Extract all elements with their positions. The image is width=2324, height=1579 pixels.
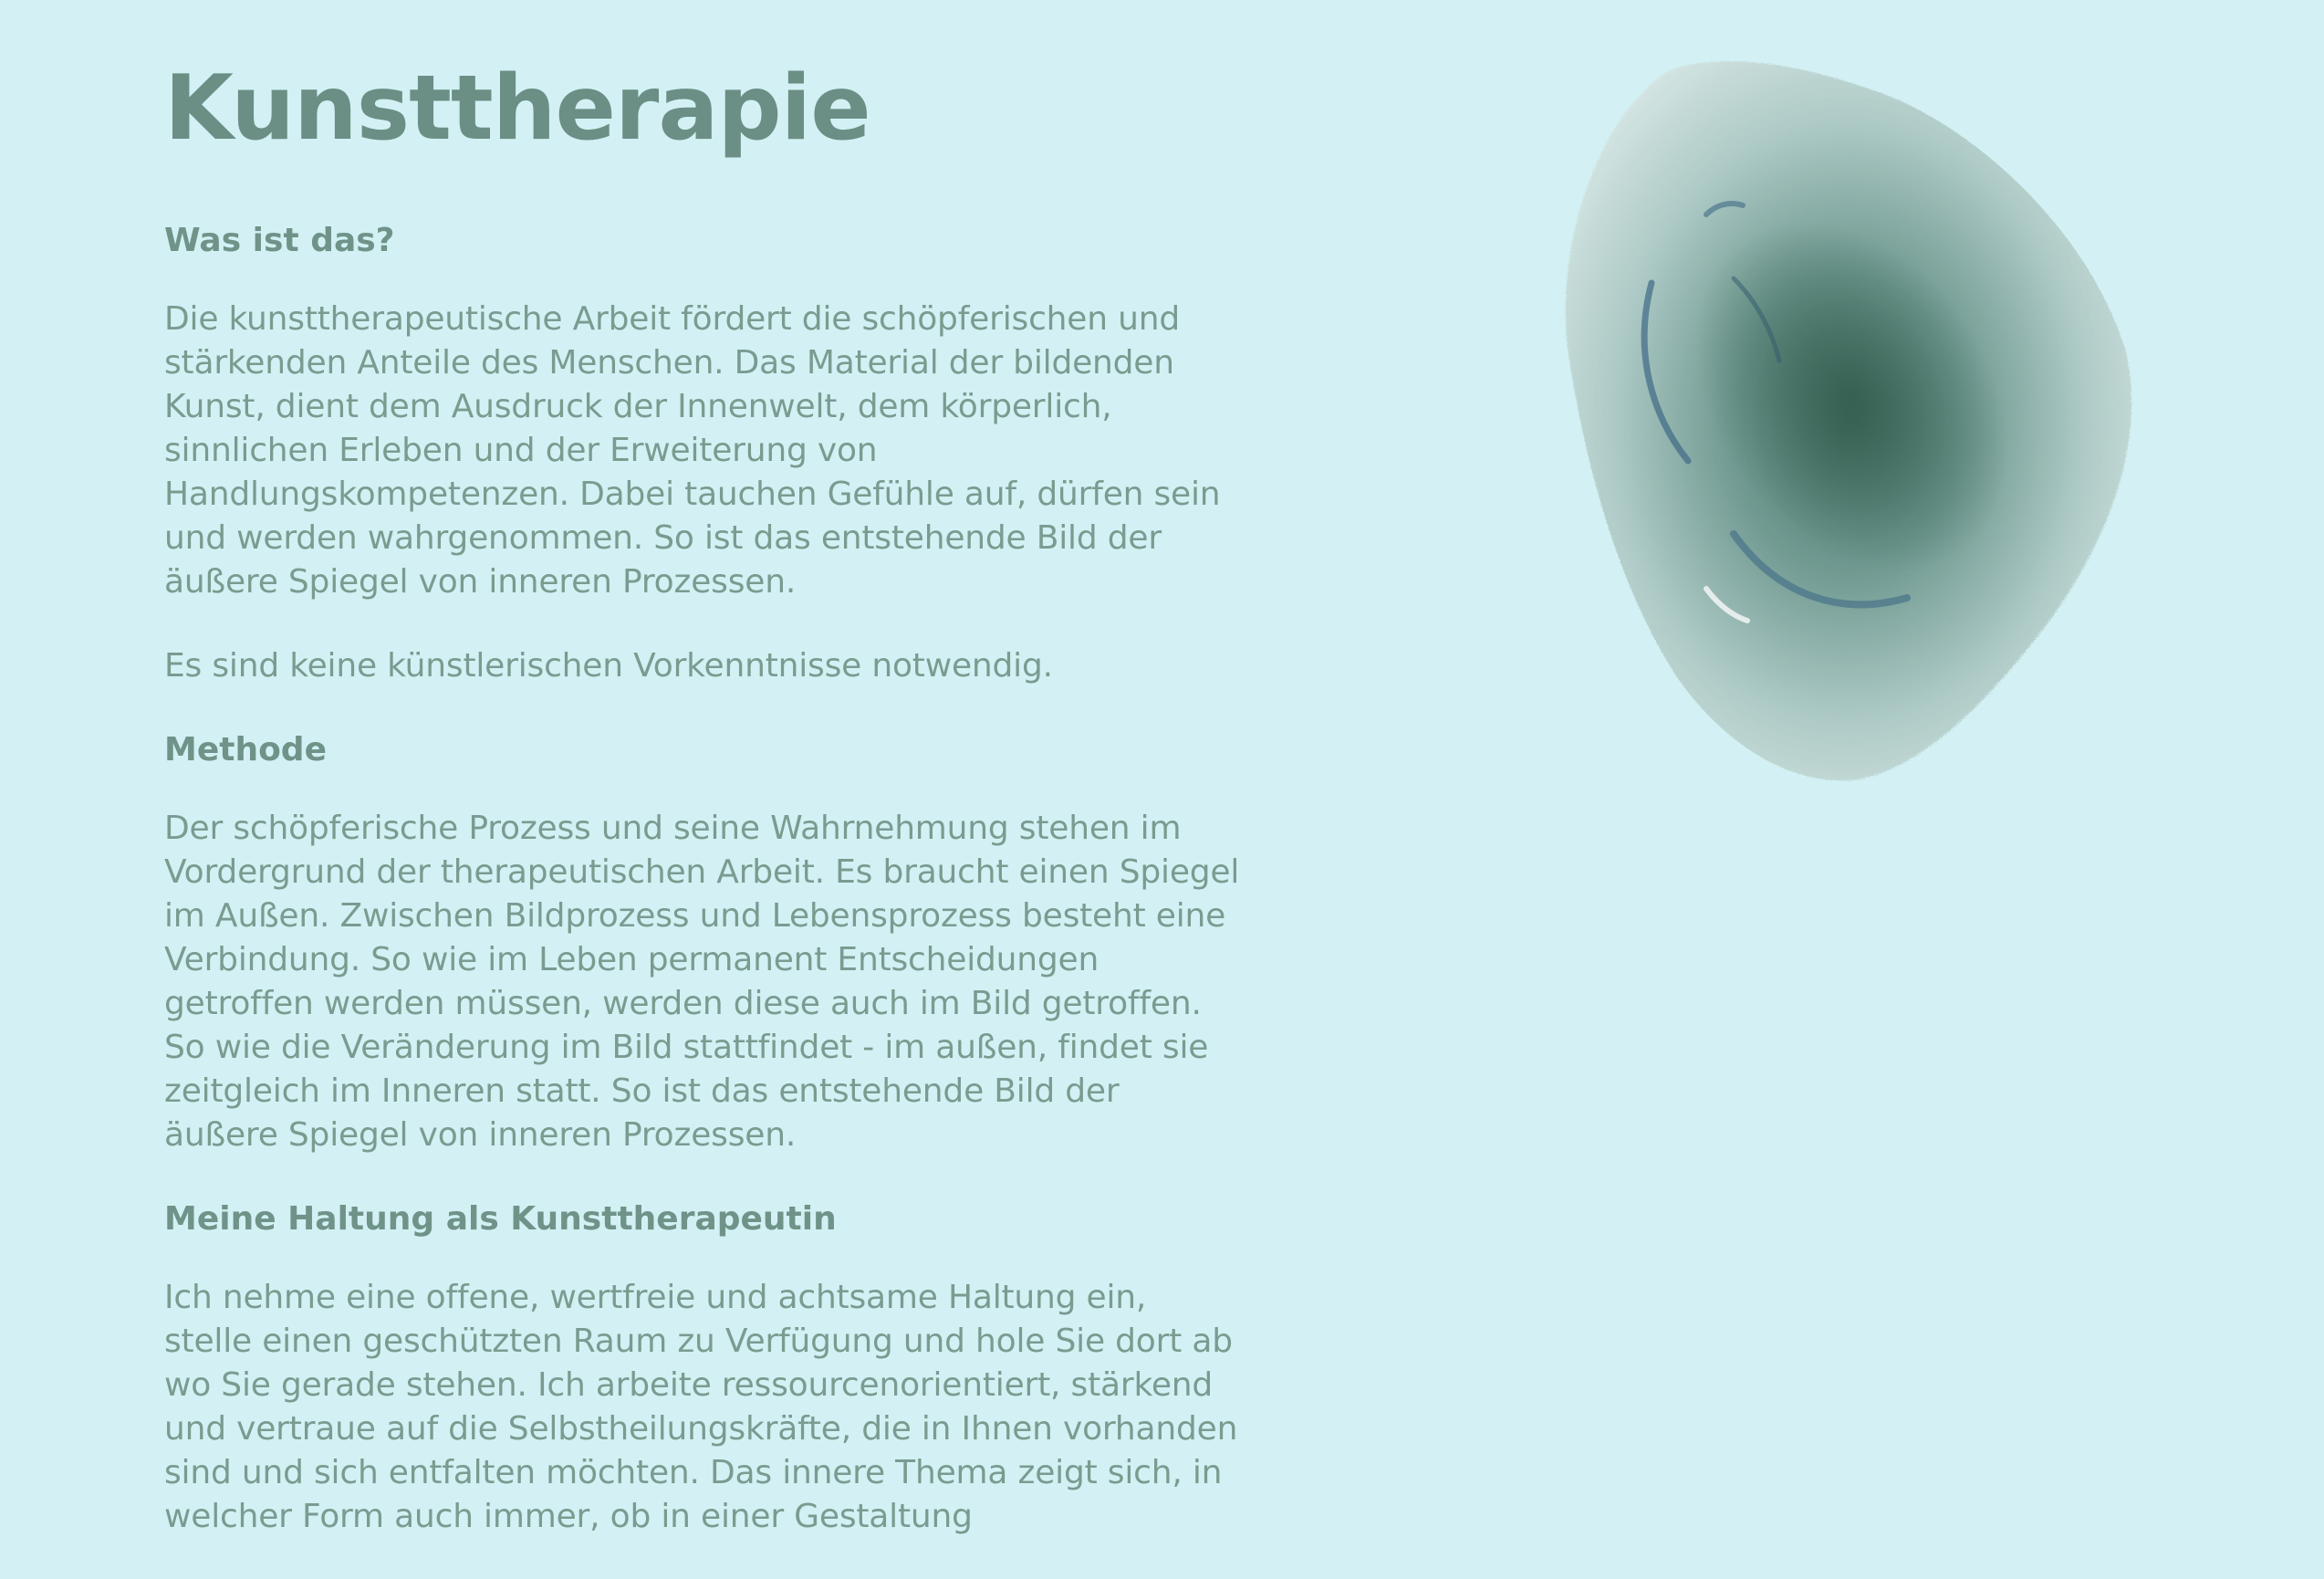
section-heading-haltung: Meine Haltung als Kunsttherapeutin <box>164 1200 837 1238</box>
main-content <box>164 55 1241 1579</box>
section-heading-was-ist-das: Was ist das? <box>164 222 395 259</box>
watercolor-stone-image <box>1542 50 2144 790</box>
paragraph-methode: Der schöpferische Prozess und seine Wahrnehmung stehen im Vordergrund der therapeutischen Arbeit. Es braucht einen Spiegel im Außen. Zwischen Bildprozess und Lebensprozess besteht eine Verbindung. So wie im Leben permanent Entscheidungen getroffen werden müssen, werden diese auch im Bild getroffen. So wie die Veränderung im Bild stattfindet - im außen, findet sie zeitgleich im Inneren statt. So ist das entstehende Bild der äußere Spiegel von inneren Prozessen. <box>164 810 1240 1154</box>
paragraph-haltung: Ich nehme eine offene, wertfreie und achtsame Haltung ein, stelle einen geschützten Raum zu Verfügung und hole Sie dort ab wo Sie gerade stehen. Ich arbeite ressourcenorientiert, stärkend und vertraue auf die Selbstheilungskräfte, die in Ihnen vorhanden sind und sich entfalten möchten. Das innere Thema zeigt sich, in welcher Form auch immer, ob in einer Gestaltung <box>164 1279 1238 1535</box>
paragraph-was-ist-das: Die kunsttherapeutische Arbeit fördert die schöpferischen und stärkenden Anteile des Menschen. Das Material der bildenden Kunst, dient dem Ausdruck der Innenwelt, dem körperlich, sinnlichen Erleben und der Erweiterung von Handlungskompetenzen. Dabei tauchen Gefühle auf, dürfen sein und werden wahrgenommen. So ist das entstehende Bild der äußere Spiegel von inneren Prozessen. <box>164 300 1221 601</box>
paragraph-vorkenntnisse: Es sind keine künstlerischen Vorkenntnisse notwendig. <box>164 647 1053 685</box>
section-heading-methode: Methode <box>164 731 327 769</box>
page-title: Kunsttherapie <box>164 57 870 161</box>
